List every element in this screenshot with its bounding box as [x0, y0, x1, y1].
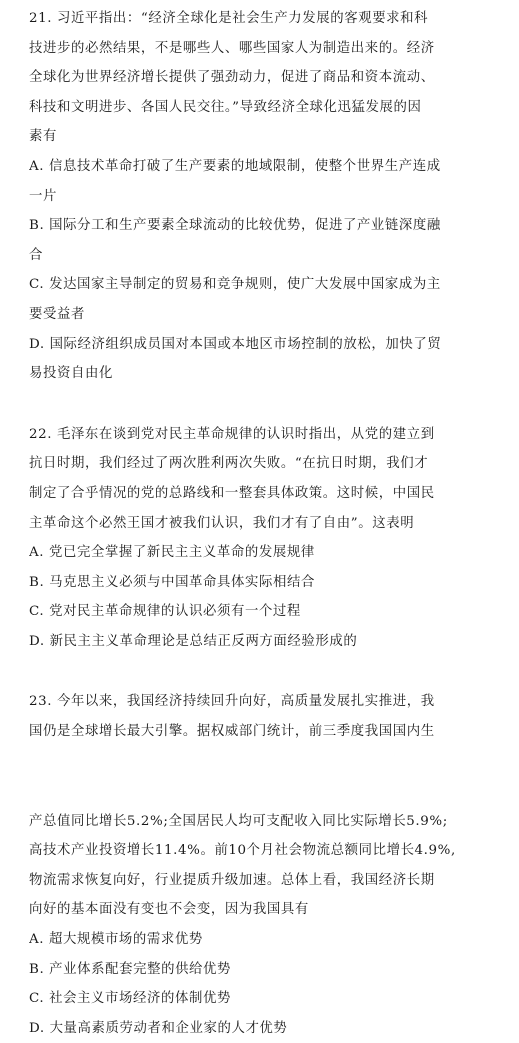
question-21-stem-line: 21. 习近平指出：“经济全球化是社会生产力发展的客观要求和科: [29, 11, 429, 26]
question-21-stem-line: 素有: [29, 129, 57, 145]
question-23-option-c: C. 社会主义市场经济的体制优势: [29, 991, 231, 1007]
question-21-stem-line: 全球化为世界经济增长提供了强劲动力，促进了商品和资本流动、: [29, 70, 435, 86]
exam-page: [29, 4, 499, 1043]
question-23-stem-line: 向好的基本面没有变也不会变，因为我国具有: [29, 902, 309, 918]
question-21-stem-line: 科技和文明进步、各国人民交往。”导致经济全球化迅猛发展的因: [29, 99, 422, 115]
question-22-stem-line: 22. 毛泽东在谈到党对民主革命规律的认识时指出，从党的建立到: [29, 426, 435, 442]
question-23-stem-line: 国仍是全球增长最大引擎。据权威部门统计，前三季度我国国内生: [29, 724, 435, 740]
question-22-stem-line: 主革命这个必然王国才被我们认识，我们才有了自由”。这表明: [29, 515, 415, 531]
question-23-stem-line: 产总值同比增长5.2%;全国居民人均可支配收入同比实际增长5.9%;: [29, 813, 448, 829]
question-21-option-d: D. 国际经济组织成员国对本国或本地区市场控制的放松，加快了贸: [29, 336, 442, 352]
question-21-option-b-cont: 合: [29, 247, 43, 263]
question-22-option-b: B. 马克思主义必须与中国革命具体实际相结合: [29, 574, 315, 590]
question-22-option-a: A. 党已完全掌握了新民主主义革命的发展规律: [29, 545, 315, 561]
question-21-option-a: A. 信息技术革命打破了生产要素的地域限制，使整个世界生产连成: [29, 158, 441, 174]
question-23-stem-line: 23. 今年以来，我国经济持续回升向好，高质量发展扎实推进，我: [29, 694, 435, 710]
question-21-option-c: C. 发达国家主导制定的贸易和竞争规则，使广大发展中国家成为主: [29, 277, 441, 293]
question-21-option-c-cont: 要受益者: [29, 306, 85, 322]
question-21: [29, 4, 499, 389]
question-23: [29, 687, 499, 1043]
question-21-option-b: B. 国际分工和生产要素全球流动的比较优势，促进了产业链深度融: [29, 218, 441, 234]
question-23-option-d: D. 大量高素质劳动者和企业家的人才优势: [29, 1020, 288, 1036]
question-21-option-a-cont: 一片: [29, 188, 57, 204]
question-21-stem-line: 技进步的必然结果，不是哪些人、哪些国家人为制造出来的。经济: [29, 40, 435, 56]
question-22-option-c: C. 党对民主革命规律的认识必须有一个过程: [29, 604, 301, 620]
question-22-stem-line: 制定了合乎情况的党的总路线和一整套具体政策。这时候，中国民: [29, 485, 435, 501]
question-23-option-b: B. 产业体系配套完整的供给优势: [29, 961, 232, 977]
page-break-gap: [29, 747, 499, 807]
question-22-option-d: D. 新民主主义革命理论是总结正反两方面经验形成的: [29, 633, 358, 649]
question-22-stem-line: 抗日时期，我们经过了两次胜利两次失败。“在抗日时期，我们才: [29, 456, 429, 472]
question-22: [29, 420, 499, 657]
question-21-option-d-cont: 易投资自由化: [29, 366, 113, 382]
question-23-stem-line: 物流需求恢复向好，行业提质升级加速。总体上看，我国经济长期: [29, 872, 435, 888]
question-23-option-a: A. 超大规模市场的需求优势: [29, 932, 203, 948]
question-23-stem-line: 高技术产业投资增长11.4%。前10个月社会物流总额同比增长4.9%,: [29, 843, 456, 859]
